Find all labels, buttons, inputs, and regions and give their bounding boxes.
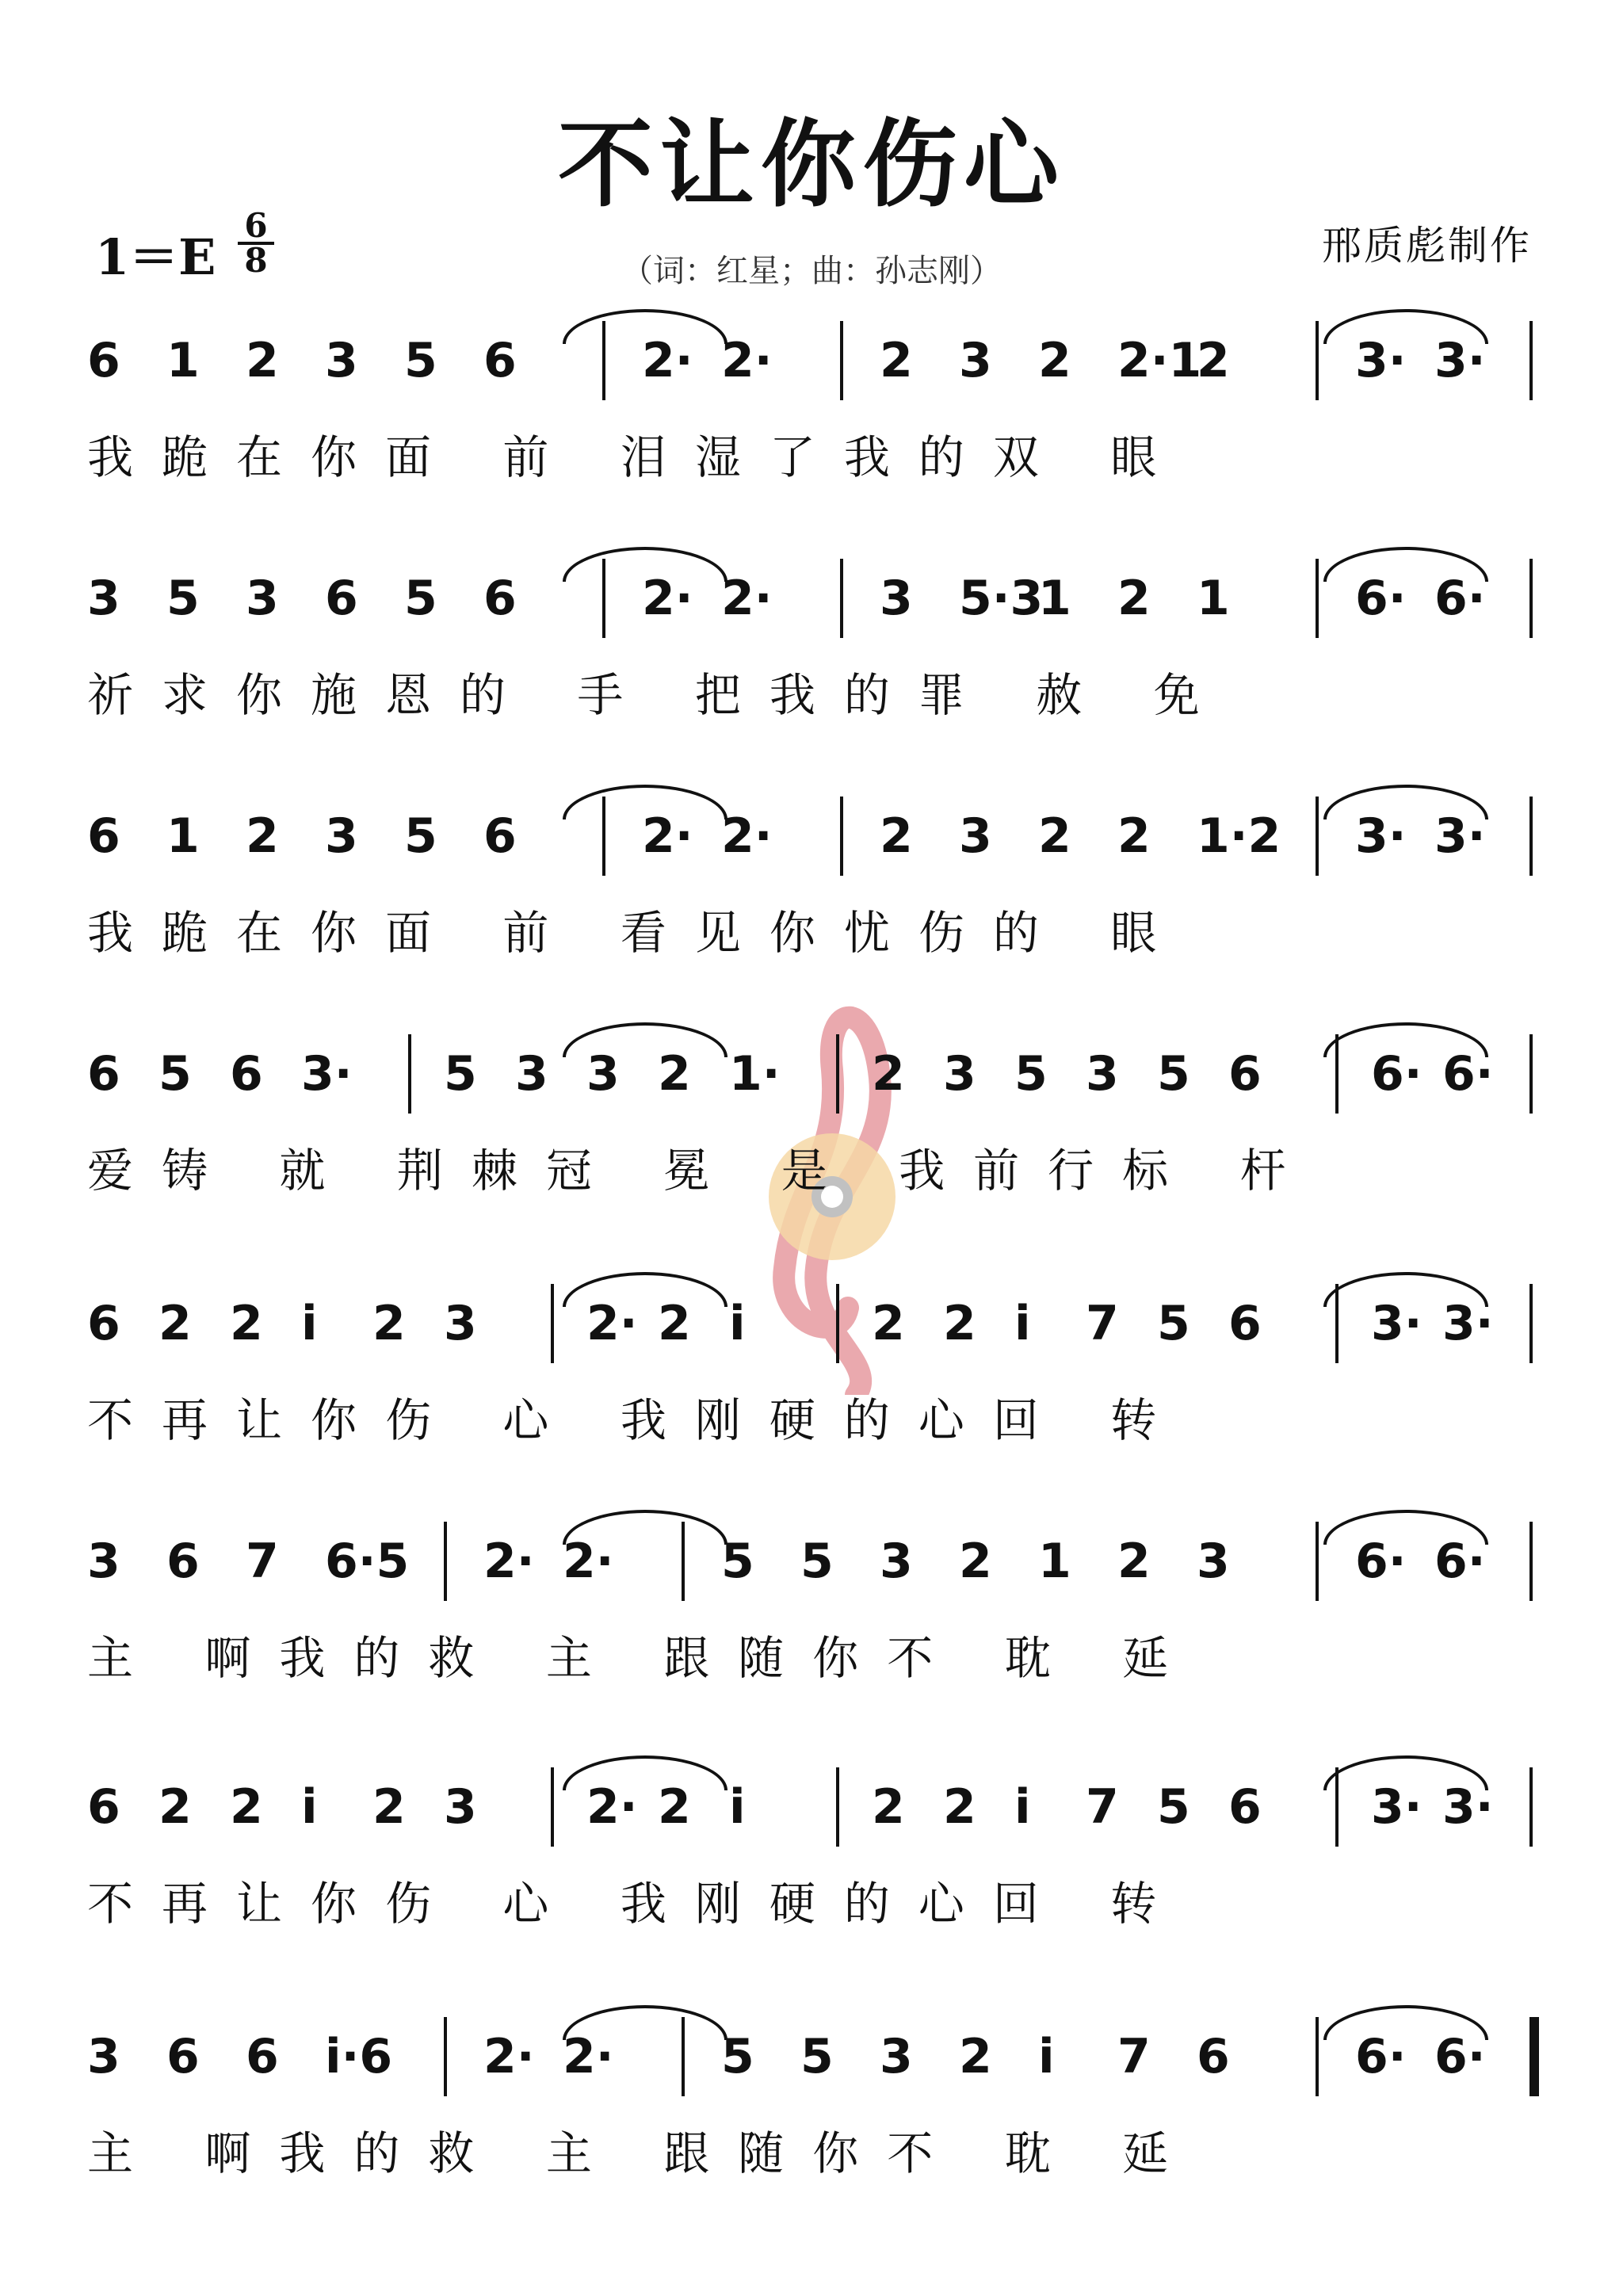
- note: 5: [404, 333, 437, 388]
- note: 2: [230, 1296, 263, 1351]
- note: 6·: [1371, 1046, 1423, 1102]
- note: 2: [246, 808, 279, 864]
- note: i: [729, 1779, 746, 1835]
- note: i: [729, 1296, 746, 1351]
- notes-line: [87, 1296, 1537, 1375]
- notes-line: [87, 333, 1537, 412]
- credits: （词：红星；曲：孙志刚）: [621, 253, 1002, 289]
- note: 3: [246, 571, 279, 626]
- note: 2: [959, 1534, 992, 1589]
- note: 6·: [1355, 1534, 1407, 1589]
- note: 5: [800, 2029, 834, 2084]
- note: 3: [880, 1534, 913, 1589]
- note: i: [301, 1779, 318, 1835]
- note: 2·: [586, 1779, 638, 1835]
- barline: [551, 1767, 554, 1847]
- note: 2: [959, 2029, 992, 2084]
- barline: [1529, 559, 1533, 638]
- note: 7: [1086, 1779, 1119, 1835]
- note: 3: [880, 571, 913, 626]
- notes-line: [87, 808, 1537, 888]
- note: 2·: [586, 1296, 638, 1351]
- barline: [1529, 321, 1533, 400]
- note: 6: [483, 571, 517, 626]
- note: 6: [87, 808, 120, 864]
- tie-arc: [563, 1510, 727, 1545]
- tie-arc: [1323, 1510, 1488, 1545]
- lyrics-line: 不再让你伤 心 我刚硬的心回 转: [87, 1877, 1186, 1931]
- note: 2: [230, 1779, 263, 1835]
- note: 2·: [563, 1534, 614, 1589]
- tie-arc: [563, 1022, 727, 1057]
- note: 2: [880, 808, 913, 864]
- lyrics-line: 我跪在你面 前 看见你忧伤的 眼: [87, 906, 1186, 960]
- note: 6·: [1355, 571, 1407, 626]
- lyrics-line: 不再让你伤 心 我刚硬的心回 转: [87, 1393, 1186, 1447]
- note: i: [1014, 1779, 1031, 1835]
- note: 2: [158, 1779, 192, 1835]
- note: 1·: [729, 1046, 781, 1102]
- note: 3: [87, 1534, 120, 1589]
- time-signature-bottom: 8: [244, 241, 268, 280]
- barline: [836, 1767, 839, 1847]
- tie-arc: [563, 785, 727, 819]
- note: 5: [1157, 1296, 1190, 1351]
- note: 6·: [1355, 2029, 1407, 2084]
- barline: [1316, 1522, 1319, 1601]
- notes-line: [87, 1779, 1537, 1859]
- note: 2: [943, 1779, 976, 1835]
- note: 6: [1228, 1296, 1262, 1351]
- note: 1: [166, 333, 200, 388]
- note: 2·: [483, 1534, 535, 1589]
- note: 6: [87, 1779, 120, 1835]
- final-barline: [1529, 2017, 1539, 2096]
- note: 3: [586, 1046, 620, 1102]
- lyrics-line: 祈求你施恩的 手 把我的罪 赦 免: [87, 668, 1228, 722]
- barline: [1529, 1284, 1533, 1363]
- note: 2·: [642, 808, 693, 864]
- note: 3·: [301, 1046, 353, 1102]
- note: 3: [325, 333, 358, 388]
- barline: [836, 1284, 839, 1363]
- note: 3·: [1442, 1779, 1494, 1835]
- note: 2: [1038, 333, 1071, 388]
- note: 2: [1117, 1534, 1151, 1589]
- note: 1: [1038, 1534, 1071, 1589]
- note: 5: [1157, 1046, 1190, 1102]
- note: 5: [721, 2029, 754, 2084]
- note: 1·2: [1197, 808, 1281, 864]
- key-signature: 1＝E: [95, 228, 216, 286]
- note: 2: [1038, 808, 1071, 864]
- note: 3: [87, 571, 120, 626]
- note: 7: [246, 1534, 279, 1589]
- barline: [840, 321, 843, 400]
- note: 6: [230, 1046, 263, 1102]
- barline: [1529, 1522, 1533, 1601]
- barline: [1316, 2017, 1319, 2096]
- note: 2·1: [1117, 333, 1202, 388]
- note: 6·: [1434, 2029, 1486, 2084]
- note: 6: [483, 333, 517, 388]
- note: 3: [943, 1046, 976, 1102]
- barline: [840, 559, 843, 638]
- note: 5: [166, 571, 200, 626]
- note: 6·5: [325, 1534, 410, 1589]
- note: 6: [1228, 1779, 1262, 1835]
- note: 2: [658, 1046, 691, 1102]
- barline: [1316, 321, 1319, 400]
- barline: [1529, 1767, 1533, 1847]
- note: 5: [404, 808, 437, 864]
- note: 3·: [1371, 1779, 1423, 1835]
- barline: [1529, 1034, 1533, 1114]
- tie-arc: [563, 1272, 727, 1307]
- tie-arc: [1323, 785, 1488, 819]
- barline: [444, 1522, 447, 1601]
- note: 2: [372, 1779, 406, 1835]
- barline: [444, 2017, 447, 2096]
- note: 5·3: [959, 571, 1044, 626]
- note: 2·: [721, 571, 773, 626]
- note: 5: [158, 1046, 192, 1102]
- note: 3·: [1434, 808, 1486, 864]
- note: 7: [1086, 1296, 1119, 1351]
- note: 2: [658, 1296, 691, 1351]
- song-title: 不让你伤心: [558, 109, 1065, 220]
- note: 3: [1197, 1534, 1230, 1589]
- note: 2: [1197, 333, 1230, 388]
- note: 3: [325, 808, 358, 864]
- note: 2·: [642, 333, 693, 388]
- tie-arc: [563, 547, 727, 582]
- lyrics-line: 主 啊我的救 主 跟随你不 耽 延: [87, 2126, 1197, 2180]
- note: 1: [1197, 571, 1230, 626]
- note: 2: [658, 1779, 691, 1835]
- lyrics-line: 我跪在你面 前 泪湿了我的双 眼: [87, 430, 1186, 484]
- note: 3·: [1355, 333, 1407, 388]
- note: 5: [404, 571, 437, 626]
- tie-arc: [1323, 1022, 1488, 1057]
- note: 6·: [1434, 1534, 1486, 1589]
- notes-line: [87, 571, 1537, 650]
- note: 2: [1117, 808, 1151, 864]
- note: i: [1038, 2029, 1055, 2084]
- note: 2·: [721, 808, 773, 864]
- note: 5: [1014, 1046, 1048, 1102]
- note: 2: [872, 1296, 905, 1351]
- time-signature-top: 6: [238, 210, 274, 245]
- barline: [1316, 797, 1319, 876]
- tie-arc: [1323, 547, 1488, 582]
- tie-arc: [563, 1755, 727, 1790]
- note: 3: [1086, 1046, 1119, 1102]
- note: 6: [166, 1534, 200, 1589]
- tie-arc: [563, 309, 727, 344]
- barline: [551, 1284, 554, 1363]
- note: 6·: [1434, 571, 1486, 626]
- note: 6: [166, 2029, 200, 2084]
- tie-arc: [1323, 1272, 1488, 1307]
- note: i: [1014, 1296, 1031, 1351]
- tie-arc: [563, 2005, 727, 2040]
- note: 2: [872, 1779, 905, 1835]
- notes-line: [87, 1046, 1537, 1125]
- note: 6·: [1442, 1046, 1494, 1102]
- note: 2·: [483, 2029, 535, 2084]
- note: 3: [880, 2029, 913, 2084]
- note: 1: [166, 808, 200, 864]
- note: 6: [87, 333, 120, 388]
- note: i·6: [325, 2029, 393, 2084]
- notes-line: [87, 1534, 1537, 1613]
- note: 2: [372, 1296, 406, 1351]
- note: 2·: [642, 571, 693, 626]
- note: i: [301, 1296, 318, 1351]
- note: 2: [158, 1296, 192, 1351]
- barline: [836, 1034, 839, 1114]
- barline: [1529, 797, 1533, 876]
- note: 7: [1117, 2029, 1151, 2084]
- note: 6: [1197, 2029, 1230, 2084]
- maker-credit: 邢质彪制作: [1322, 223, 1532, 269]
- note: 6: [87, 1296, 120, 1351]
- note: 2: [880, 333, 913, 388]
- tie-arc: [1323, 1755, 1488, 1790]
- barline: [1316, 559, 1319, 638]
- note: 6: [325, 571, 358, 626]
- note: 3: [959, 808, 992, 864]
- lyrics-line: 主 啊我的救 主 跟随你不 耽 延: [87, 1631, 1197, 1685]
- note: 5: [800, 1534, 834, 1589]
- note: 3: [515, 1046, 548, 1102]
- note: 2: [872, 1046, 905, 1102]
- note: 2·: [563, 2029, 614, 2084]
- note: 6: [246, 2029, 279, 2084]
- note: 3·: [1355, 808, 1407, 864]
- tie-arc: [1323, 309, 1488, 344]
- note: 3: [87, 2029, 120, 2084]
- note: 2·: [721, 333, 773, 388]
- barline: [840, 797, 843, 876]
- note: 5: [1157, 1779, 1190, 1835]
- note: 3·: [1371, 1296, 1423, 1351]
- note: 6: [483, 808, 517, 864]
- tie-arc: [1323, 2005, 1488, 2040]
- note: 6: [1228, 1046, 1262, 1102]
- note: 2: [943, 1296, 976, 1351]
- note: 2: [1117, 571, 1151, 626]
- note: 3: [444, 1296, 477, 1351]
- note: 6: [87, 1046, 120, 1102]
- note: 5: [721, 1534, 754, 1589]
- lyrics-line: 爱铸 就 荆棘冠 冕 是 我前行标 杆: [87, 1144, 1315, 1198]
- note: 3: [959, 333, 992, 388]
- note: 3·: [1442, 1296, 1494, 1351]
- notes-line: [87, 2029, 1537, 2108]
- note: 3·: [1434, 333, 1486, 388]
- note: 1: [1038, 571, 1071, 626]
- note: 2: [246, 333, 279, 388]
- barline: [408, 1034, 411, 1114]
- note: 3: [444, 1779, 477, 1835]
- note: 5: [444, 1046, 477, 1102]
